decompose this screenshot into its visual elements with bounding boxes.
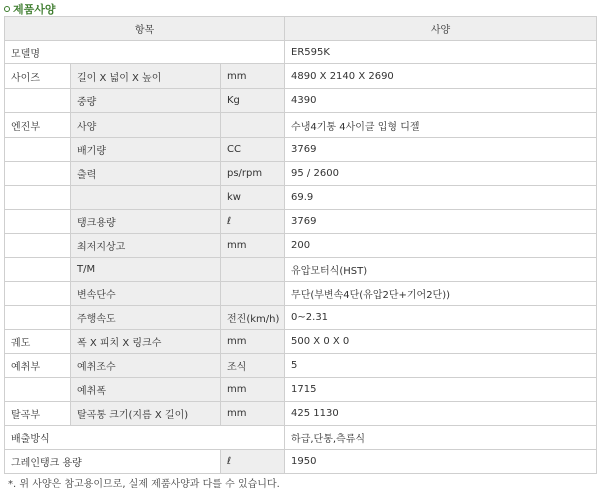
row-value: 200 [285, 234, 597, 258]
table-row [5, 258, 597, 282]
row-value: 수냉4기통 4사이클 입형 디젤 [285, 113, 597, 138]
row-item: 예취조수 [71, 354, 221, 378]
row-value: 500 X 0 X 0 [285, 330, 597, 354]
row-value: 5 [285, 354, 597, 378]
row-category: 궤도 [5, 330, 71, 354]
row-category [5, 378, 71, 402]
row-unit [221, 282, 285, 306]
row-item: 출력 [71, 162, 221, 186]
table-header-row [5, 17, 597, 41]
row-value: 하급,단통,측류식 [285, 426, 597, 450]
row-unit: mm [221, 234, 285, 258]
row-category: 예취부 [5, 354, 71, 378]
row-category [5, 282, 71, 306]
row-value: 95 / 2600 [285, 162, 597, 186]
row-category [5, 234, 71, 258]
row-value: 69.9 [285, 186, 597, 210]
row-item: 폭 X 피치 X 링크수 [71, 330, 221, 354]
row-category [5, 89, 71, 113]
table-row [5, 138, 597, 162]
row-category [5, 210, 71, 234]
row-unit: ℓ [221, 210, 285, 234]
header-item: 항목 [5, 17, 285, 41]
row-unit: Kg [221, 89, 285, 113]
table-row [5, 330, 597, 354]
table-row [5, 89, 597, 113]
section-title-text: 제품사양 [13, 3, 56, 16]
table-row [5, 450, 597, 474]
table-row [5, 162, 597, 186]
table-row [5, 234, 597, 258]
row-unit: 조식 [221, 354, 285, 378]
row-item: 최저지상고 [71, 234, 221, 258]
row-item: 배기량 [71, 138, 221, 162]
row-label: 배출방식 [5, 426, 285, 450]
table-row [5, 113, 597, 138]
row-value: 3769 [285, 138, 597, 162]
table-row [5, 402, 597, 426]
table-row [5, 282, 597, 306]
row-category [5, 186, 71, 210]
disclaimer-note: *. 위 사양은 참고용이므로, 실제 제품사양과 다를 수 있습니다. [8, 479, 280, 490]
row-value: ER595K [285, 41, 597, 64]
table-row [5, 64, 597, 89]
row-unit: CC [221, 138, 285, 162]
row-value: 0~2.31 [285, 306, 597, 330]
table-row [5, 210, 597, 234]
row-category [5, 306, 71, 330]
row-item [71, 186, 221, 210]
row-unit [221, 258, 285, 282]
row-item: 탱크용량 [71, 210, 221, 234]
row-item: 사양 [71, 113, 221, 138]
row-item: 중량 [71, 89, 221, 113]
row-value: 1715 [285, 378, 597, 402]
row-value: 4390 [285, 89, 597, 113]
row-value: 무단(부변속4단(유압2단+기어2단)) [285, 282, 597, 306]
row-category: 탈곡부 [5, 402, 71, 426]
row-item: T/M [71, 258, 221, 282]
table-row [5, 186, 597, 210]
row-label: 모델명 [5, 41, 285, 64]
row-unit [221, 113, 285, 138]
table-row [5, 41, 597, 64]
circle-bullet-icon [4, 6, 10, 12]
header-spec: 사양 [285, 17, 597, 41]
table-row [5, 378, 597, 402]
table-row [5, 354, 597, 378]
row-value: 3769 [285, 210, 597, 234]
row-value: 유압모터식(HST) [285, 258, 597, 282]
row-unit: ℓ [221, 450, 285, 474]
row-value: 1950 [285, 450, 597, 474]
table-row [5, 306, 597, 330]
row-item: 탈곡통 크기(지름 X 길이) [71, 402, 221, 426]
row-item: 주행속도 [71, 306, 221, 330]
row-category [5, 138, 71, 162]
section-title [4, 2, 56, 16]
row-unit: mm [221, 330, 285, 354]
row-category [5, 258, 71, 282]
row-unit: mm [221, 378, 285, 402]
spec-table [4, 16, 597, 474]
row-unit: kw [221, 186, 285, 210]
row-unit: mm [221, 402, 285, 426]
row-item: 변속단수 [71, 282, 221, 306]
row-item: 예취폭 [71, 378, 221, 402]
row-unit: ps/rpm [221, 162, 285, 186]
row-item: 길이 X 넓이 X 높이 [71, 64, 221, 89]
row-unit: mm [221, 64, 285, 89]
row-category [5, 162, 71, 186]
row-value: 4890 X 2140 X 2690 [285, 64, 597, 89]
row-category: 사이즈 [5, 64, 71, 89]
row-unit: 전진(km/h) [221, 306, 285, 330]
row-category: 엔진부 [5, 113, 71, 138]
table-row [5, 426, 597, 450]
row-value: 425 1130 [285, 402, 597, 426]
row-label: 그레인탱크 용량 [5, 450, 221, 474]
